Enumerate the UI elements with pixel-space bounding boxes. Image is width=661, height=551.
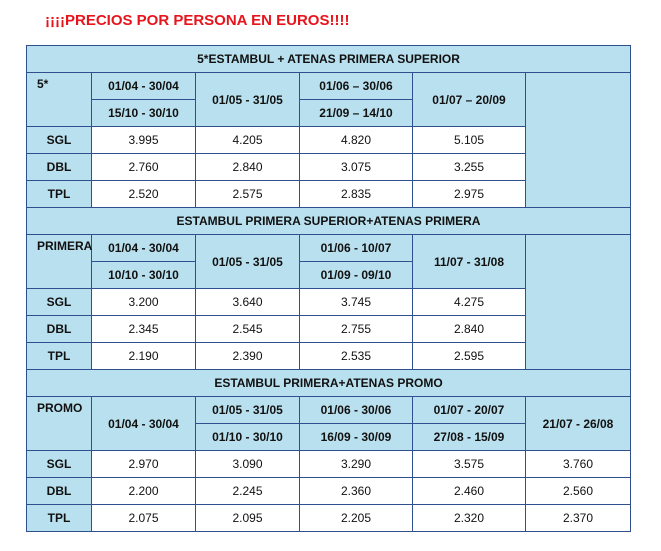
price-cell: 3.575 bbox=[413, 451, 526, 478]
price-cell: 2.840 bbox=[413, 316, 526, 343]
period-header: 01/09 - 09/10 bbox=[300, 262, 413, 289]
price-cell: 2.095 bbox=[196, 505, 300, 532]
price-cell: 2.545 bbox=[196, 316, 300, 343]
period-header: 01/06 – 30/06 bbox=[300, 73, 413, 100]
row-label: DBL bbox=[27, 154, 92, 181]
price-cell: 2.760 bbox=[92, 154, 196, 181]
price-cell: 4.205 bbox=[196, 127, 300, 154]
category-label: 5* bbox=[27, 73, 92, 127]
empty-cell bbox=[526, 235, 631, 370]
price-cell: 2.245 bbox=[196, 478, 300, 505]
price-cell: 2.345 bbox=[92, 316, 196, 343]
row-label: DBL bbox=[27, 316, 92, 343]
row-label: SGL bbox=[27, 127, 92, 154]
price-cell: 5.105 bbox=[413, 127, 526, 154]
category-label: PRIMERA bbox=[27, 235, 92, 289]
price-cell: 2.460 bbox=[413, 478, 526, 505]
period-header: 11/07 - 31/08 bbox=[413, 235, 526, 289]
price-cell: 2.575 bbox=[196, 181, 300, 208]
price-cell: 2.390 bbox=[196, 343, 300, 370]
price-cell: 3.290 bbox=[300, 451, 413, 478]
price-cell: 2.840 bbox=[196, 154, 300, 181]
section-heading: 5*ESTAMBUL + ATENAS PRIMERA SUPERIOR bbox=[27, 46, 631, 73]
row-label: TPL bbox=[27, 181, 92, 208]
page-title: ¡¡¡¡PRECIOS POR PERSONA EN EUROS!!!! bbox=[45, 12, 350, 29]
empty-cell bbox=[526, 73, 631, 208]
price-cell: 2.970 bbox=[92, 451, 196, 478]
price-cell: 2.370 bbox=[526, 505, 631, 532]
period-header: 01/10 - 30/10 bbox=[196, 424, 300, 451]
price-cell: 2.560 bbox=[526, 478, 631, 505]
price-cell: 2.360 bbox=[300, 478, 413, 505]
section-heading: ESTAMBUL PRIMERA+ATENAS PROMO bbox=[27, 370, 631, 397]
period-header: 21/09 – 14/10 bbox=[300, 100, 413, 127]
row-label: TPL bbox=[27, 343, 92, 370]
period-header: 01/06 - 30/06 bbox=[300, 397, 413, 424]
price-cell: 2.755 bbox=[300, 316, 413, 343]
price-cell: 2.520 bbox=[92, 181, 196, 208]
row-label: DBL bbox=[27, 478, 92, 505]
price-cell: 3.255 bbox=[413, 154, 526, 181]
row-label: SGL bbox=[27, 289, 92, 316]
period-header: 21/07 - 26/08 bbox=[526, 397, 631, 451]
period-header: 01/05 - 31/05 bbox=[196, 235, 300, 289]
period-header: 27/08 - 15/09 bbox=[413, 424, 526, 451]
period-header: 01/04 - 30/04 bbox=[92, 235, 196, 262]
price-cell: 2.535 bbox=[300, 343, 413, 370]
row-label: SGL bbox=[27, 451, 92, 478]
price-cell: 3.640 bbox=[196, 289, 300, 316]
period-header: 15/10 - 30/10 bbox=[92, 100, 196, 127]
period-header: 01/06 - 10/07 bbox=[300, 235, 413, 262]
price-cell: 2.320 bbox=[413, 505, 526, 532]
period-header: 10/10 - 30/10 bbox=[92, 262, 196, 289]
period-header: 01/04 - 30/04 bbox=[92, 397, 196, 451]
period-header: 01/07 - 20/07 bbox=[413, 397, 526, 424]
period-header: 16/09 - 30/09 bbox=[300, 424, 413, 451]
price-cell: 2.205 bbox=[300, 505, 413, 532]
price-cell: 3.760 bbox=[526, 451, 631, 478]
price-table bbox=[26, 45, 631, 532]
price-cell: 3.200 bbox=[92, 289, 196, 316]
price-cell: 4.275 bbox=[413, 289, 526, 316]
price-cell: 3.090 bbox=[196, 451, 300, 478]
period-header: 01/05 - 31/05 bbox=[196, 73, 300, 127]
section-heading: ESTAMBUL PRIMERA SUPERIOR+ATENAS PRIMERA bbox=[27, 208, 631, 235]
price-cell: 2.975 bbox=[413, 181, 526, 208]
period-header: 01/05 - 31/05 bbox=[196, 397, 300, 424]
price-cell: 2.075 bbox=[92, 505, 196, 532]
row-label: TPL bbox=[27, 505, 92, 532]
price-cell: 3.745 bbox=[300, 289, 413, 316]
price-cell: 3.075 bbox=[300, 154, 413, 181]
price-cell: 2.200 bbox=[92, 478, 196, 505]
price-cell: 2.190 bbox=[92, 343, 196, 370]
category-label: PROMO bbox=[27, 397, 92, 451]
price-cell: 2.595 bbox=[413, 343, 526, 370]
price-cell: 2.835 bbox=[300, 181, 413, 208]
period-header: 01/07 – 20/09 bbox=[413, 73, 526, 127]
price-cell: 4.820 bbox=[300, 127, 413, 154]
period-header: 01/04 - 30/04 bbox=[92, 73, 196, 100]
price-cell: 3.995 bbox=[92, 127, 196, 154]
